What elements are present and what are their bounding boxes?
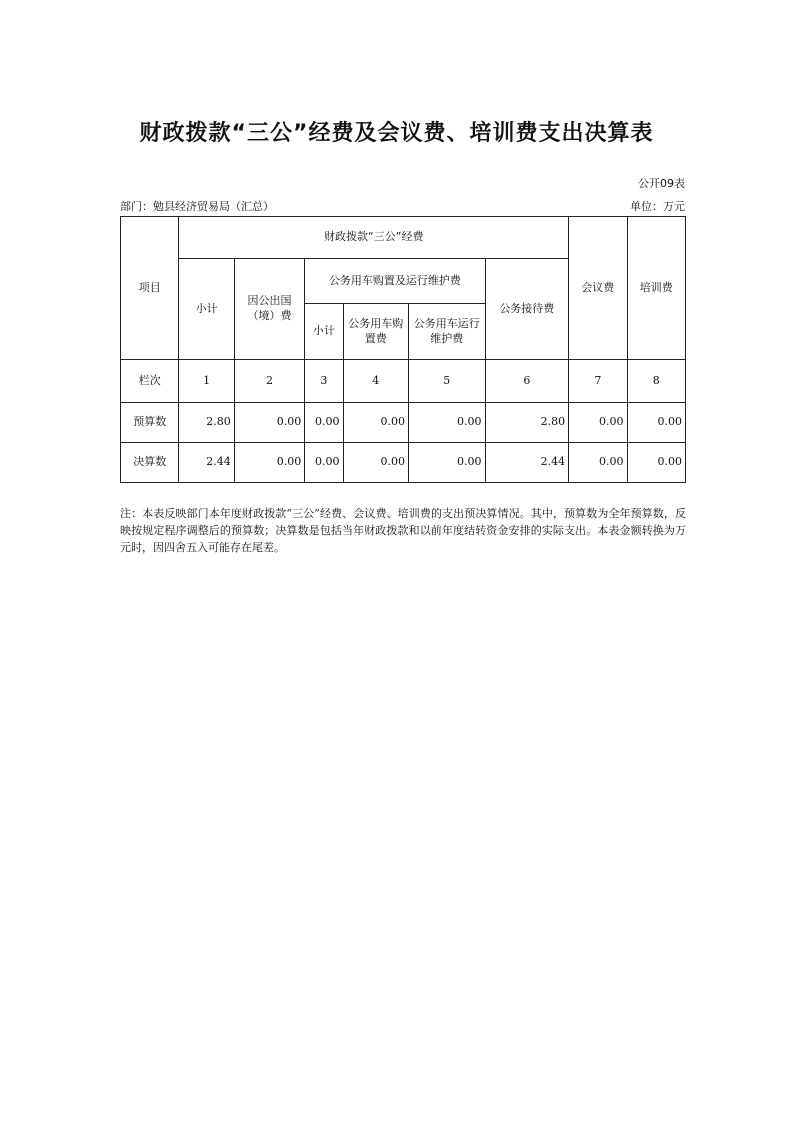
cell: 5 (409, 360, 486, 403)
header-three-public: 财政拨款“三公”经费 (179, 217, 569, 259)
department-label: 部门：勉县经济贸易局（汇总） (120, 200, 274, 213)
cell: 0.00 (343, 403, 408, 443)
header-reception: 公务接待费 (485, 259, 569, 360)
header-vehicle-group: 公务用车购置及运行维护费 (305, 259, 485, 304)
cell: 0.00 (343, 443, 408, 483)
header-vehicle-operation: 公务用车运行维护费 (409, 304, 486, 360)
header-vehicle-subtotal: 小计 (305, 304, 343, 360)
table-row (121, 403, 686, 443)
cell: 6 (485, 360, 569, 403)
cell: 0.00 (234, 443, 304, 483)
cell: 0.00 (627, 403, 685, 443)
footnote: 注：本表反映部门本年度财政拨款“三公”经费、会议费、培训费的支出预决算情况。其中，预算数为全年预算数，反映按规定程序调整后的预算数；决算数是包括当年财政拨款和以前年度结转资金安排的实际支出。本表金额转换为万元时，因四舍五入可能存在尾差。 (120, 507, 686, 554)
cell: 0.00 (627, 443, 685, 483)
cell: 0.00 (409, 443, 486, 483)
form-number: 公开09表 (638, 177, 685, 190)
row-label: 决算数 (121, 443, 179, 483)
header-item: 项目 (121, 217, 179, 360)
cell: 0.00 (305, 403, 343, 443)
row-label: 预算数 (121, 403, 179, 443)
cell: 2 (234, 360, 304, 403)
cell: 1 (179, 360, 234, 403)
cell: 8 (627, 360, 685, 403)
cell: 0.00 (234, 403, 304, 443)
header-vehicle-purchase: 公务用车购置费 (343, 304, 408, 360)
cell: 2.80 (485, 403, 569, 443)
cell: 2.80 (179, 403, 234, 443)
cell: 0.00 (569, 403, 627, 443)
cell: 3 (305, 360, 343, 403)
page-title: 财政拨款“三公”经费及会议费、培训费支出决算表 (139, 121, 654, 146)
cell: 2.44 (179, 443, 234, 483)
cell: 0.00 (305, 443, 343, 483)
unit-label: 单位：万元 (630, 200, 685, 213)
table-row (121, 443, 686, 483)
cell: 0.00 (409, 403, 486, 443)
cell: 7 (569, 360, 627, 403)
table-row (121, 360, 686, 403)
header-subtotal: 小计 (179, 259, 234, 360)
header-meeting: 会议费 (569, 217, 627, 360)
row-label: 栏次 (121, 360, 179, 403)
expense-table (120, 216, 686, 483)
cell: 0.00 (569, 443, 627, 483)
cell: 2.44 (485, 443, 569, 483)
cell: 4 (343, 360, 408, 403)
header-training: 培训费 (627, 217, 685, 360)
header-abroad: 因公出国（境）费 (234, 259, 304, 360)
